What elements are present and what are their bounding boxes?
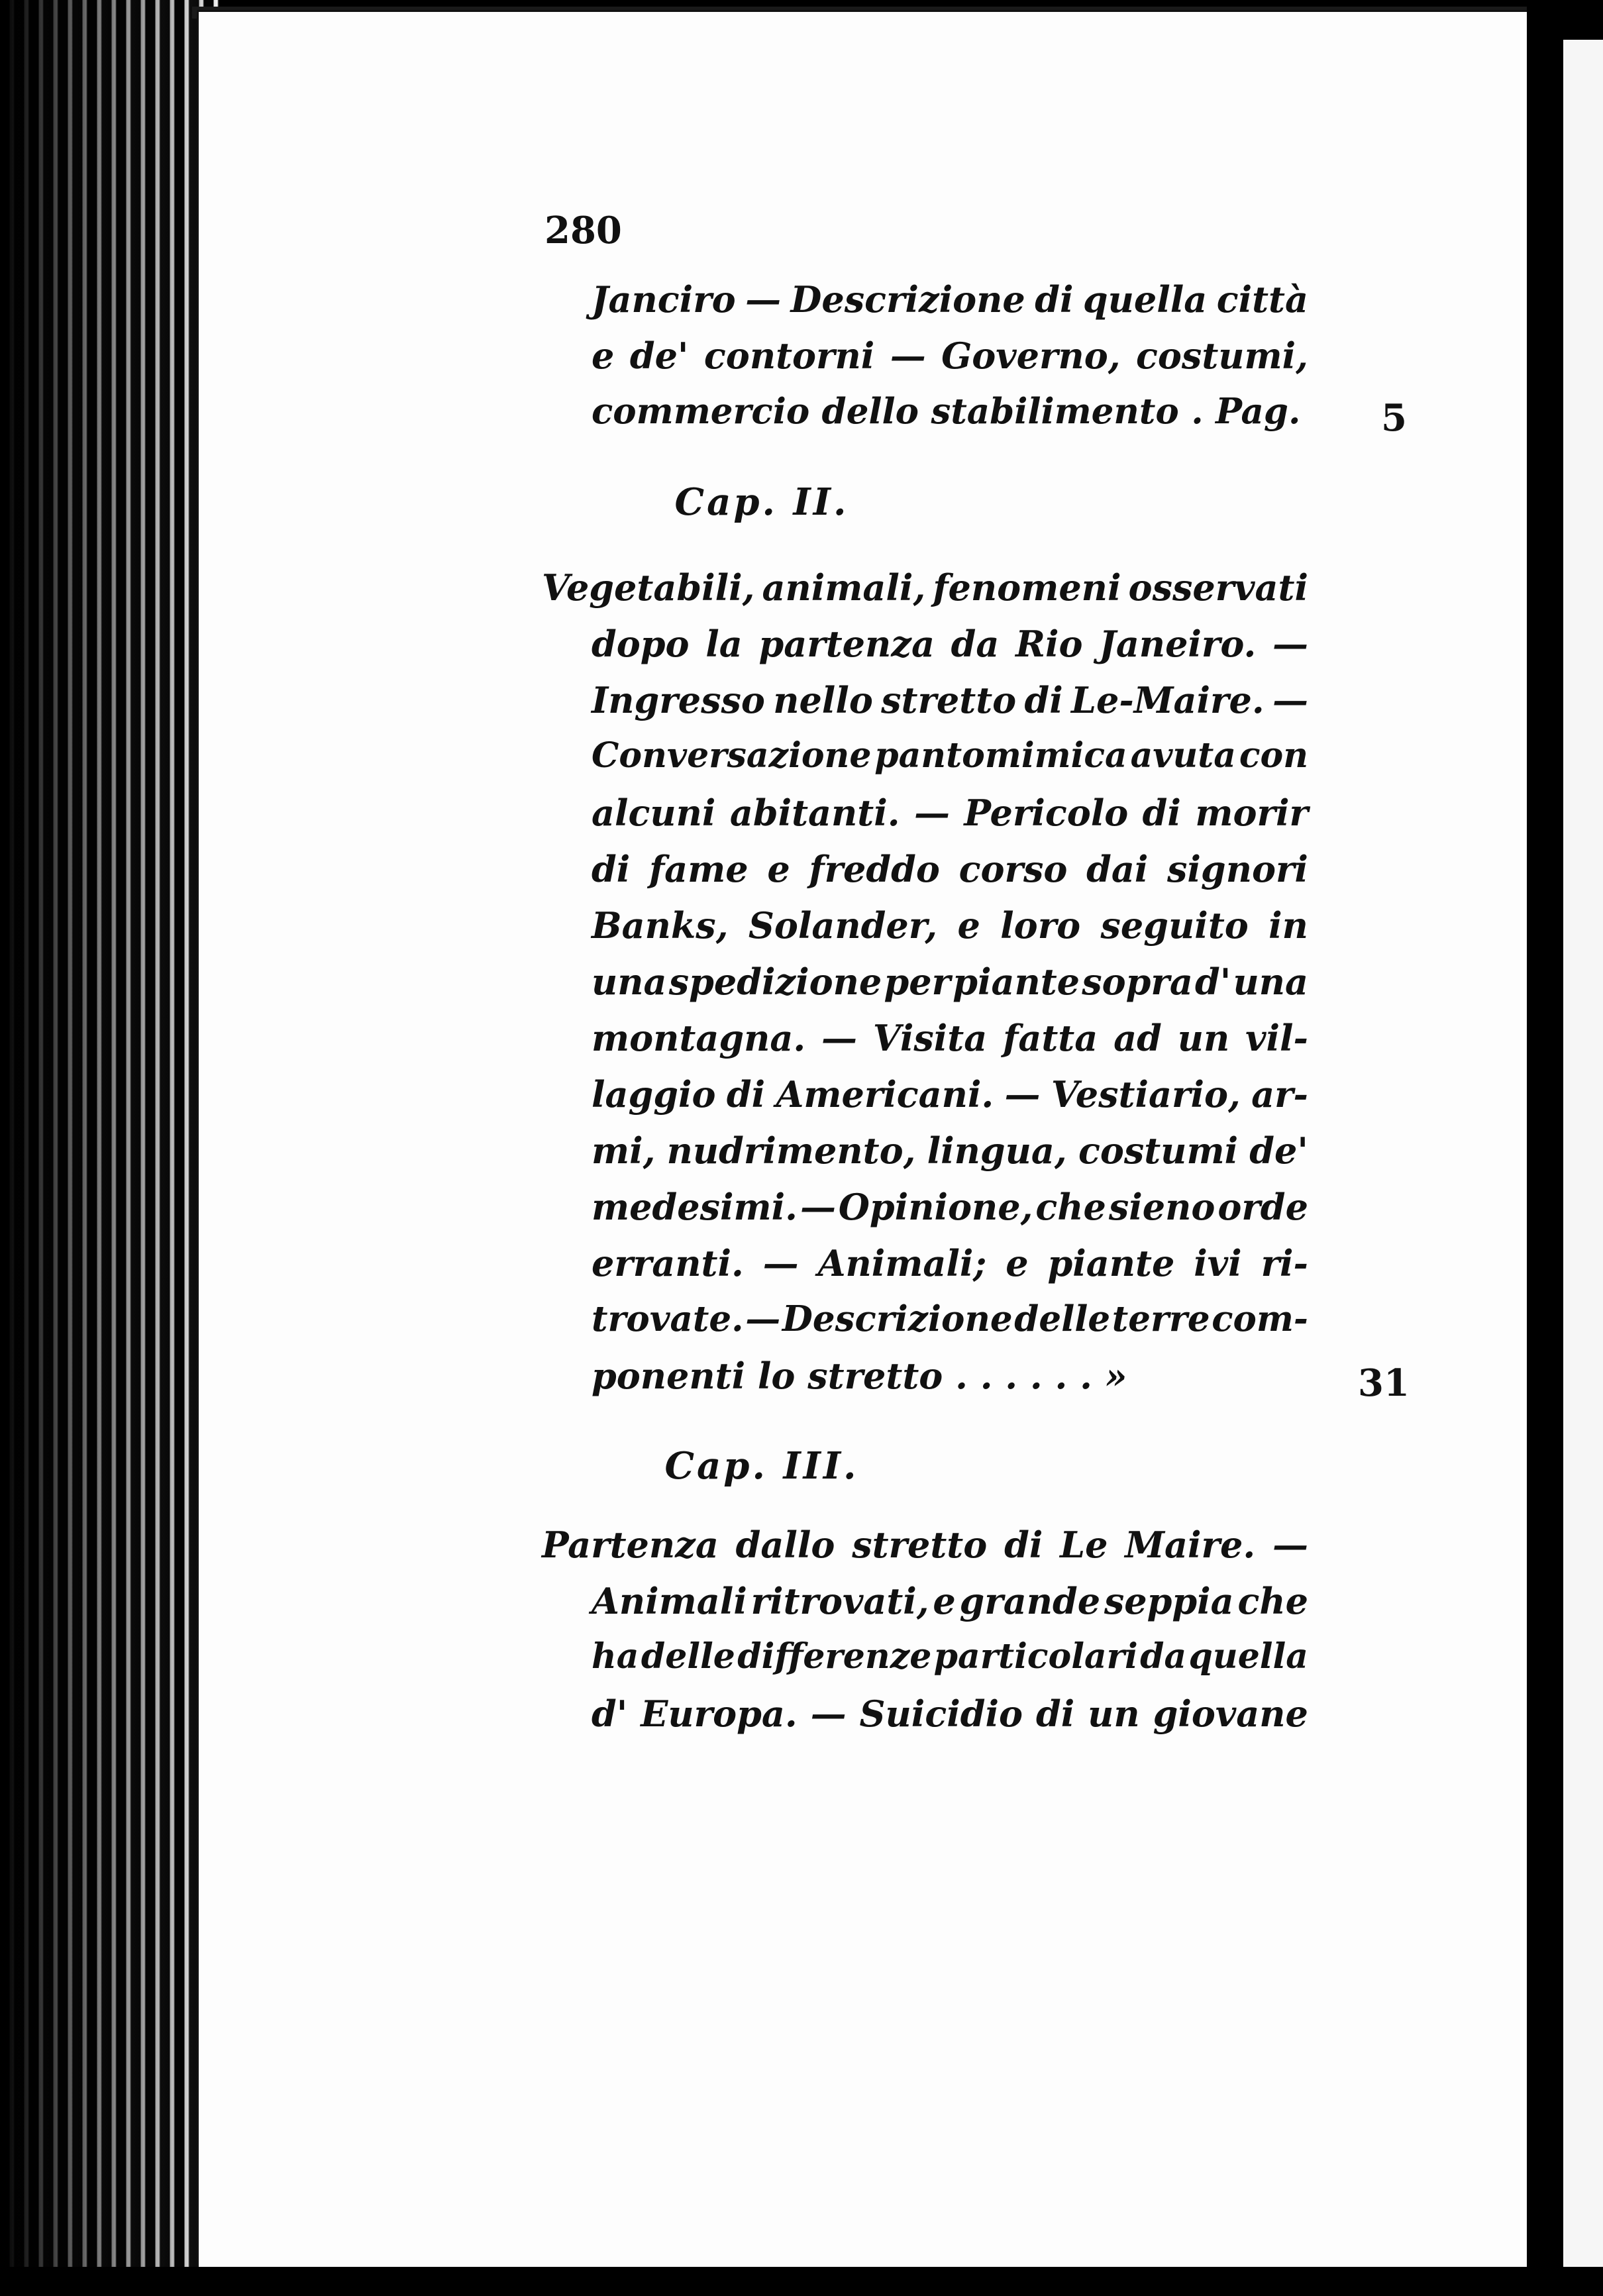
next-page-edge (1563, 40, 1603, 2279)
toc-line: una spedizione per piante sopra d' una (592, 961, 1308, 1003)
toc-line: montagna. — Visita fatta ad un vil- (592, 1017, 1308, 1059)
toc-line: Partenza dallo stretto di Le Maire. — (542, 1524, 1308, 1566)
bottom-shadow (0, 2267, 1603, 2296)
chapter-heading: Cap. II. (674, 480, 849, 524)
toc-line: mi, nudrimento, lingua, costumi de' (592, 1129, 1308, 1172)
toc-line: medesimi. — Opinione, che sieno orde (592, 1186, 1308, 1228)
toc-line: e de' contorni — Governo, costumi, (592, 335, 1308, 377)
toc-line: Animali ritrovati, e grande seppia che (592, 1580, 1308, 1622)
page-reference: 31 (1358, 1361, 1410, 1405)
toc-line: Ingresso nello stretto di Le-Maire. — (592, 679, 1308, 721)
toc-line: alcuni abitanti. — Pericolo di morir (592, 792, 1308, 834)
toc-line: erranti. — Animali; e piante ivi ri- (592, 1242, 1308, 1284)
toc-line: laggio di Americani. — Vestiario, ar- (592, 1073, 1308, 1116)
toc-line: Vegetabili, animali, fenomeni osservati (542, 566, 1308, 609)
toc-line: dopo la partenza da Rio Janeiro. — (592, 623, 1308, 665)
page-number: 280 (544, 209, 622, 252)
toc-line: di fame e freddo corso dai signori (592, 848, 1308, 890)
toc-line: trovate. — Descrizione delle terre com- (592, 1298, 1308, 1339)
toc-line: commercio dello stabilimento . Pag. (592, 391, 1301, 432)
gutter-shadow (0, 0, 219, 2296)
toc-line: ha delle differenze particolari da quella (592, 1636, 1308, 1677)
right-margin-shadow (1527, 0, 1563, 2296)
page-reference: 5 (1381, 396, 1407, 440)
toc-line: ponenti lo stretto . . . . . . » (592, 1355, 1127, 1397)
toc-line: Janciro — Descrizione di quella città (592, 278, 1308, 321)
chapter-heading: Cap. III. (664, 1444, 859, 1488)
toc-line: Banks, Solander, e loro seguito in (592, 904, 1308, 947)
toc-line: d' Europa. — Suicidio di un giovane (592, 1693, 1308, 1735)
toc-line: Conversazione pantomimica avuta con (592, 735, 1308, 776)
